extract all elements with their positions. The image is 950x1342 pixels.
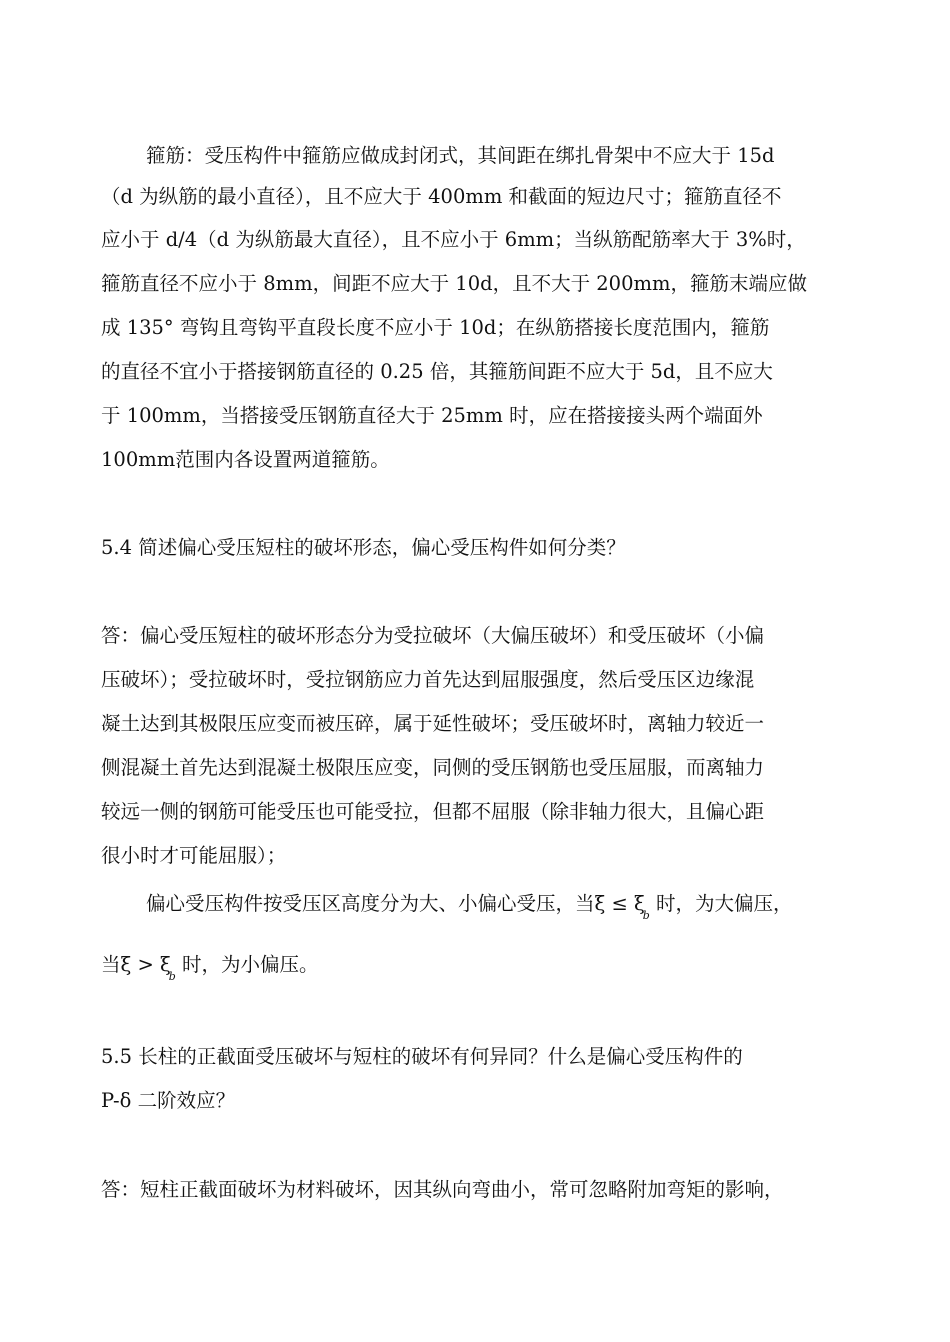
text-segment: 偏心受压构件按受压区高度分为大、小偏心受压，当 <box>146 892 595 915</box>
text-line: 的直径不宜小于搭接钢筋直径的 0.25 倍，其箍筋间距不应大于 5d，且不应大 <box>101 360 773 383</box>
text-line: 成 135° 弯钩且弯钩平直段长度不应小于 10d；在纵筋搭接长度范围内，箍筋 <box>101 316 770 339</box>
text-line: 凝土达到其极限压应变而被压碎，属于延性破坏；受压破坏时，离轴力较近一 <box>101 712 765 735</box>
text-segment: 时，为小偏压。 <box>175 953 319 976</box>
question-5-4: 5.4 简述偏心受压短柱的破坏形态，偏心受压构件如何分类？ <box>101 536 626 559</box>
text-line: 于 100mm，当搭接受压钢筋直径大于 25mm 时，应在搭接接头两个端面外 <box>101 404 763 427</box>
text-line: 很小时才可能屈服）； <box>101 844 287 867</box>
xi-inequality: ξ ≤ ξ <box>594 892 645 915</box>
text-line: 5.5 长柱的正截面受压破坏与短柱的破坏有何异同？什么是偏心受压构件的 <box>101 1045 743 1068</box>
subscript-b: b <box>168 970 176 983</box>
text-line: 100mm范围内各设置两道箍筋。 <box>101 448 390 471</box>
text-line: 答：偏心受压短柱的破坏形态分为受拉破坏（大偏压破坏）和受压破坏（小偏 <box>101 624 765 647</box>
classification-line <box>101 953 319 983</box>
text-line: P-δ 二阶效应？ <box>101 1089 236 1112</box>
text-line: 箍筋：受压构件中箍筋应做成封闭式，其间距在绑扎骨架中不应大于 15d <box>146 144 775 167</box>
text-line: （d 为纵筋的最小直径），且不应大于 400mm 和截面的短边尺寸；箍筋直径不 <box>101 185 782 208</box>
text-segment: 时，为大偏压， <box>649 892 793 915</box>
text-segment: 当 <box>101 953 121 976</box>
text-line: 较远一侧的钢筋可能受压也可能受拉，但都不屈服（除非轴力很大，且偏心距 <box>101 800 765 823</box>
text-line: 压破坏）；受拉破坏时，受拉钢筋应力首先达到屈服强度，然后受压区边缘混 <box>101 668 755 691</box>
classification-line <box>146 892 793 922</box>
subscript-b: b <box>642 909 650 922</box>
text-line: 箍筋直径不应小于 8mm，间距不应大于 10d，且不大于 200mm，箍筋末端应做 <box>101 272 807 295</box>
xi-inequality: ξ > ξ <box>120 953 171 976</box>
text-line: 侧混凝土首先达到混凝土极限压应变，同侧的受压钢筋也受压屈服，而离轴力 <box>101 756 765 779</box>
text-line: 应小于 d/4（d 为纵筋最大直径），且不应小于 6mm；当纵筋配筋率大于 3%时， <box>101 228 806 251</box>
answer-5-5: 答：短柱正截面破坏为材料破坏，因其纵向弯曲小，常可忽略附加弯矩的影响， <box>101 1178 784 1201</box>
